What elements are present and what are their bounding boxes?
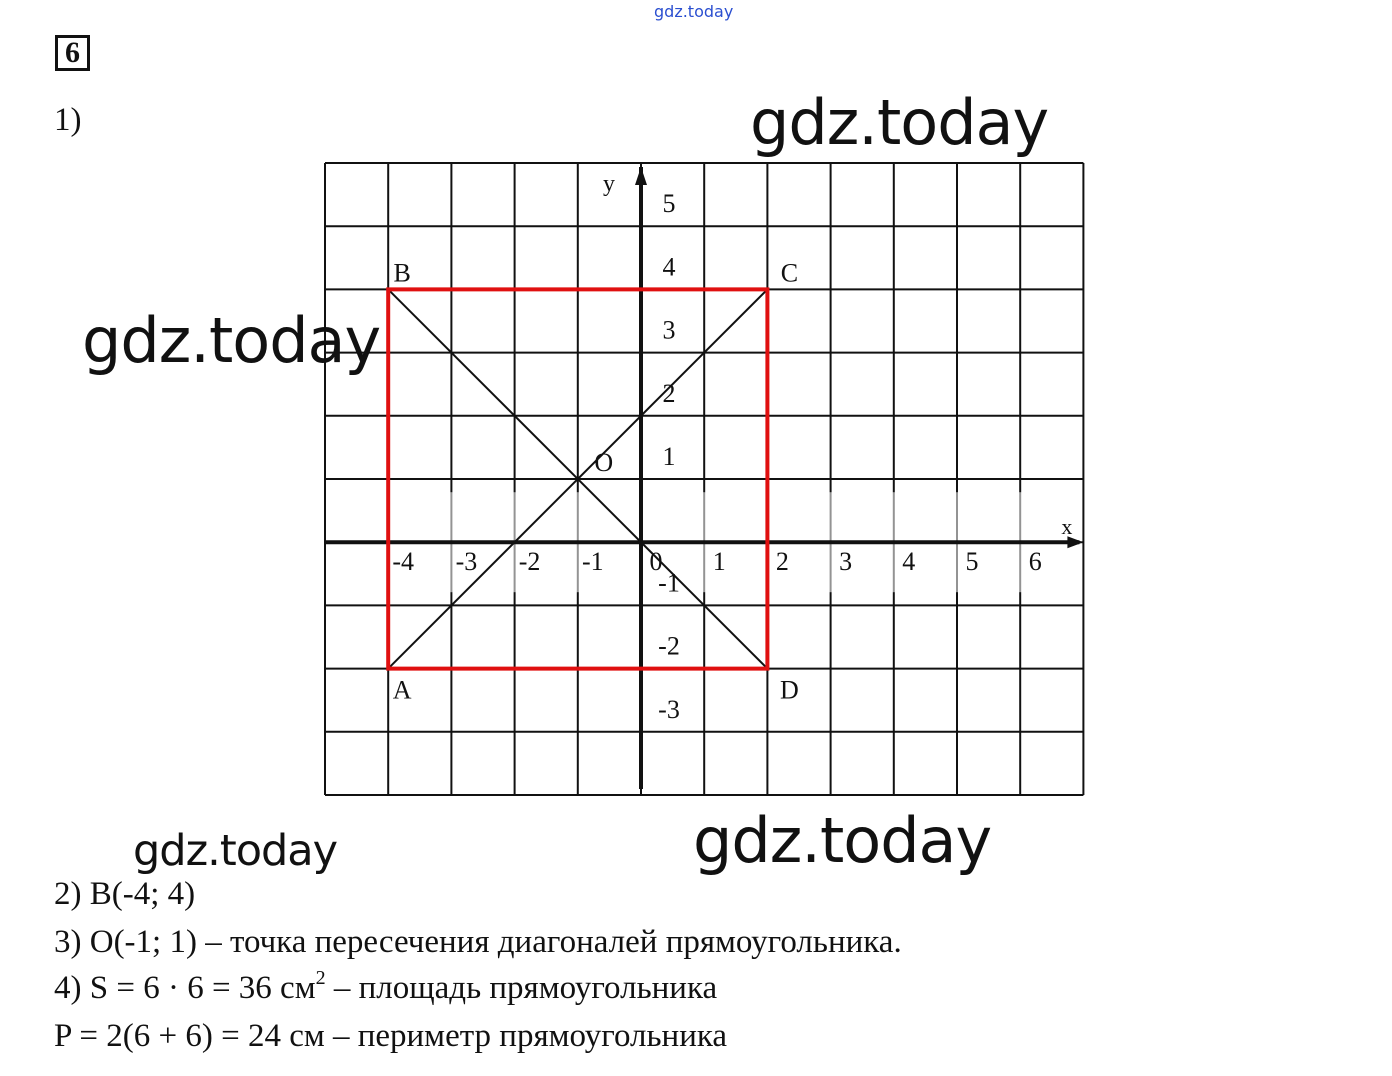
task-number-box: 6 xyxy=(55,35,90,71)
answer-line-3: 3) O(-1; 1) – точка пересечения диагоналей прямоугольника. xyxy=(54,924,902,960)
answer-line-2: 2) B(-4; 4) xyxy=(54,876,196,912)
answer-line-4 xyxy=(54,967,718,1007)
y-tick-label: 1 xyxy=(662,442,676,471)
point-label-b: B xyxy=(393,258,411,288)
y-tick-label: -3 xyxy=(658,694,680,724)
y-tick-label: 3 xyxy=(662,315,676,345)
site-mark-top: gdz.today xyxy=(654,2,734,21)
answer-line-4-tail: – площадь прямоугольника xyxy=(325,970,718,1006)
y-tick-label: 2 xyxy=(662,378,676,408)
x-tick-label: 5 xyxy=(965,547,979,577)
x-tick-label: -3 xyxy=(455,547,478,577)
y-tick-label: -2 xyxy=(658,631,680,661)
answer-line-4-main: 4) S = 6 · 6 = 36 см xyxy=(54,970,316,1006)
y-tick-label: 5 xyxy=(662,189,676,219)
x-tick-label: 1 xyxy=(712,547,726,577)
y-tick-label: -1 xyxy=(658,568,680,598)
y-axis-arrow xyxy=(635,167,647,185)
x-tick-label: -4 xyxy=(392,547,415,577)
x-tick-label: 4 xyxy=(902,547,916,577)
point-label-d: D xyxy=(780,675,799,705)
x-tick-label: -2 xyxy=(518,547,541,577)
x-tick-label: -1 xyxy=(581,547,604,577)
watermark: gdz.today xyxy=(750,86,1049,159)
point-label-a: A xyxy=(392,675,412,705)
point-label-c: C xyxy=(780,258,799,288)
watermark: gdz.today xyxy=(82,304,381,377)
answer-line-5: P = 2(6 + 6) = 24 см – периметр прямоугольника xyxy=(54,1018,728,1054)
x-tick-label: 6 xyxy=(1028,547,1042,577)
x-tick-label: 2 xyxy=(775,547,789,577)
answer-line-4-superscript: 2 xyxy=(315,967,326,989)
part-label: 1) xyxy=(54,102,82,138)
y-axis-label: y xyxy=(603,171,615,197)
x-tick-label: 0 xyxy=(649,547,663,577)
y-tick-label: 4 xyxy=(662,252,676,282)
x-tick-label: 3 xyxy=(839,547,853,577)
watermark: gdz.today xyxy=(133,826,338,876)
watermark: gdz.today xyxy=(693,804,992,877)
x-axis-label: x xyxy=(1061,514,1073,540)
point-label-o: O xyxy=(594,448,614,477)
